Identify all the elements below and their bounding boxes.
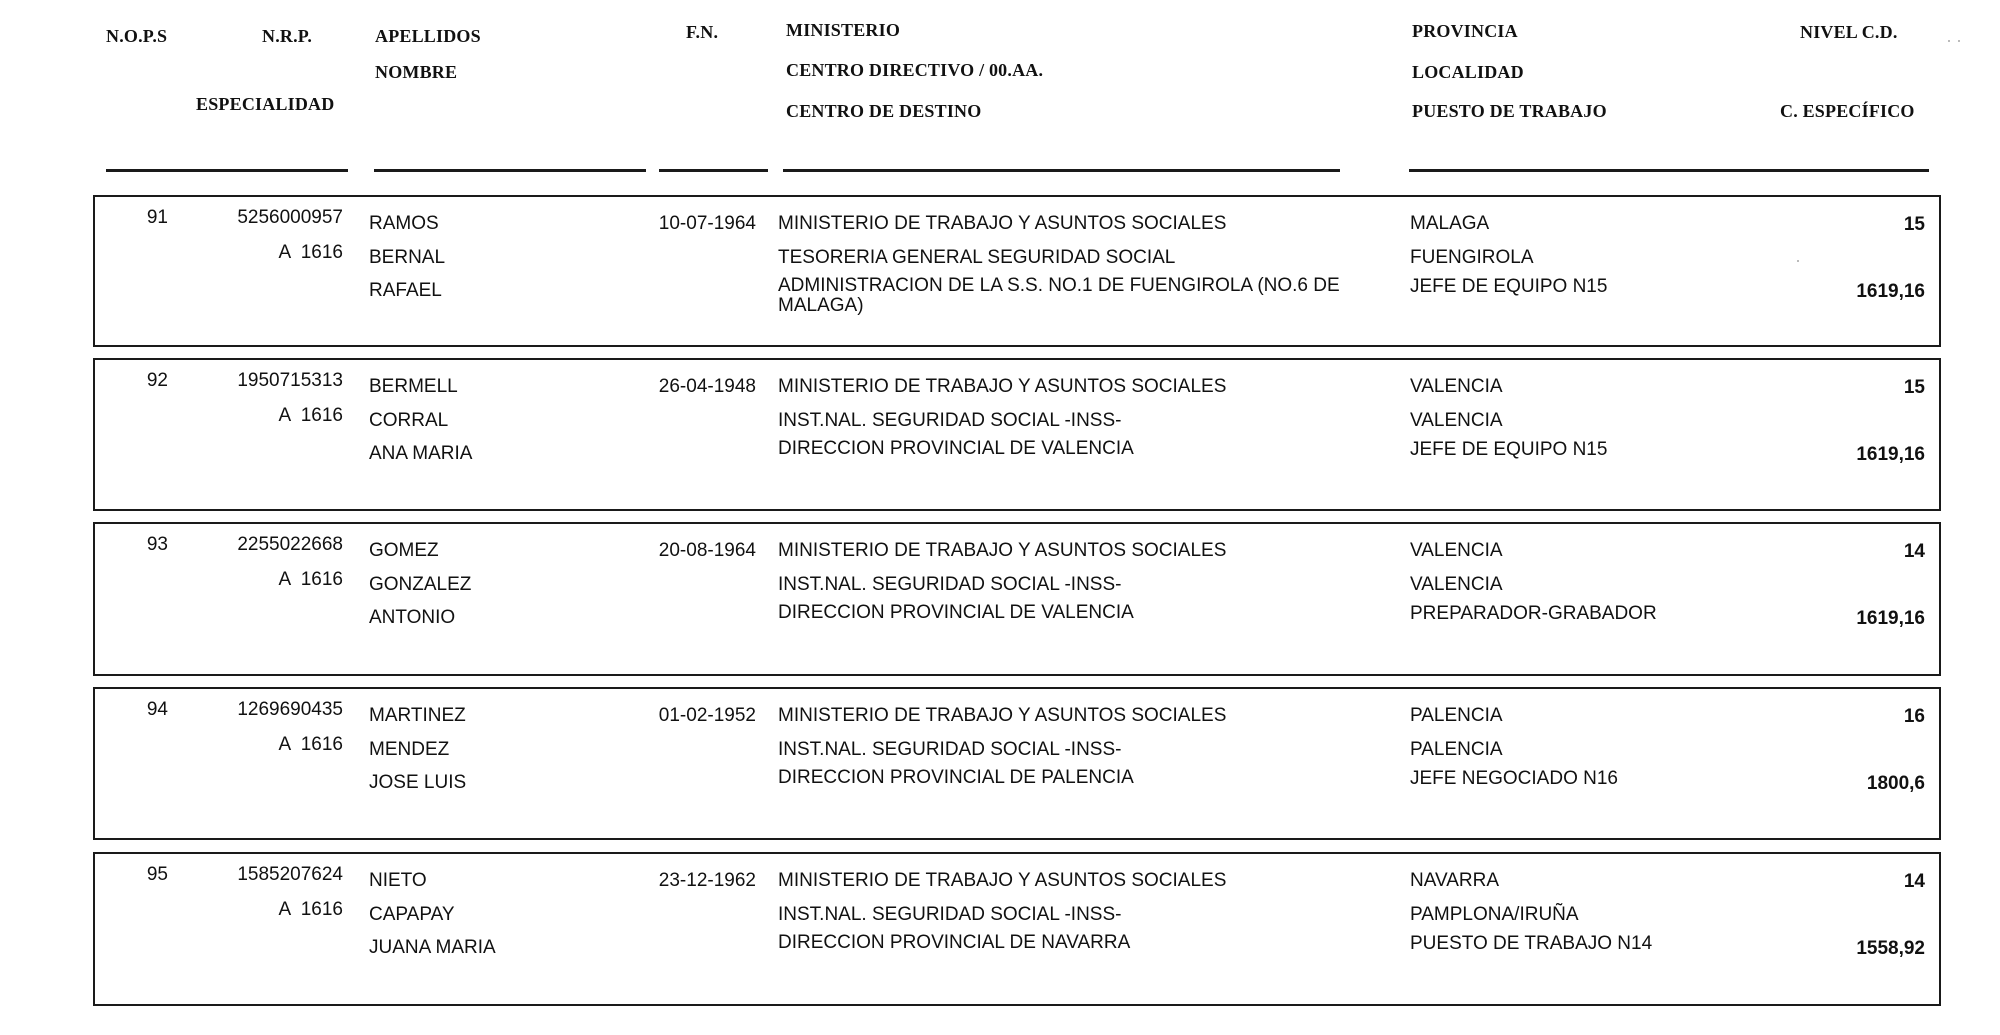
header-ministerio: MINISTERIO — [786, 20, 901, 40]
apellido2-value: BERNAL — [369, 247, 446, 268]
nrp-value: 1950715313 — [237, 370, 343, 391]
nops-value: 91 — [146, 207, 168, 228]
fn-value: 01-02-1952 — [658, 705, 756, 726]
fn-value: 26-04-1948 — [658, 376, 756, 397]
apellido1-value: RAMOS — [369, 213, 439, 234]
provincia-value: PALENCIA — [1410, 705, 1503, 726]
header-divider — [783, 169, 1340, 172]
header-divider — [659, 169, 768, 172]
centro-destino-value: ADMINISTRACION DE LA S.S. NO.1 DE FUENGIROLA (NO.6 DE MALAGA) — [778, 275, 1340, 316]
nombre-value: JOSE LUIS — [369, 772, 467, 793]
centro-destino-value: DIRECCION PROVINCIAL DE NAVARRA — [778, 932, 1131, 953]
header-c-especifico: C. ESPECÍFICO — [1780, 101, 1915, 121]
c-especifico-value: 1558,92 — [1856, 938, 1925, 959]
c-especifico-value: 1619,16 — [1856, 608, 1925, 629]
header-nivel: NIVEL C.D. — [1800, 22, 1898, 42]
nrp-value: 1585207624 — [237, 864, 343, 885]
nivel-value: 15 — [1903, 377, 1925, 398]
provincia-value: VALENCIA — [1410, 376, 1503, 397]
header-nrp: N.R.P. — [262, 26, 313, 46]
fn-value: 23-12-1962 — [658, 870, 756, 891]
nrp-value: 1269690435 — [237, 699, 343, 720]
nombre-value: ANA MARIA — [369, 443, 473, 464]
ministerio-value: MINISTERIO DE TRABAJO Y ASUNTOS SOCIALES — [778, 870, 1227, 891]
centro-directivo-value: TESORERIA GENERAL SEGURIDAD SOCIAL — [778, 247, 1176, 268]
localidad-value: FUENGIROLA — [1410, 247, 1534, 268]
header-puesto: PUESTO DE TRABAJO — [1412, 101, 1607, 121]
record-box — [93, 852, 1941, 1006]
puesto-value: JEFE NEGOCIADO N16 — [1410, 768, 1618, 789]
apellido1-value: MARTINEZ — [369, 705, 466, 726]
especialidad-value: A 1616 — [278, 242, 343, 263]
c-especifico-value: 1619,16 — [1856, 281, 1925, 302]
nombre-value: ANTONIO — [369, 607, 456, 628]
apellido1-value: GOMEZ — [369, 540, 439, 561]
centro-destino-value: DIRECCION PROVINCIAL DE PALENCIA — [778, 767, 1134, 788]
centro-directivo-value: INST.NAL. SEGURIDAD SOCIAL -INSS- — [778, 739, 1122, 760]
nops-value: 95 — [146, 864, 168, 885]
nops-value: 94 — [146, 699, 168, 720]
apellido2-value: CAPAPAY — [369, 904, 455, 925]
apellido2-value: GONZALEZ — [369, 574, 472, 595]
provincia-value: VALENCIA — [1410, 540, 1503, 561]
localidad-value: VALENCIA — [1410, 410, 1503, 431]
ministerio-value: MINISTERIO DE TRABAJO Y ASUNTOS SOCIALES — [778, 540, 1227, 561]
header-centro-directivo: CENTRO DIRECTIVO / 00.AA. — [786, 60, 1044, 80]
header-divider — [1409, 169, 1929, 172]
fn-value: 20-08-1964 — [658, 540, 756, 561]
c-especifico-value: 1619,16 — [1856, 444, 1925, 465]
header-divider — [374, 169, 646, 172]
header-nombre: NOMBRE — [375, 62, 458, 82]
centro-destino-value: DIRECCION PROVINCIAL DE VALENCIA — [778, 438, 1134, 459]
localidad-value: PAMPLONA/IRUÑA — [1410, 904, 1579, 925]
scan-artifact — [1948, 40, 1950, 42]
header-divider — [106, 169, 348, 172]
centro-destino-value: DIRECCION PROVINCIAL DE VALENCIA — [778, 602, 1134, 623]
nivel-value: 14 — [1903, 871, 1925, 892]
header-fn: F.N. — [686, 22, 719, 42]
record-box — [93, 522, 1941, 676]
header-localidad: LOCALIDAD — [1412, 62, 1524, 82]
scan-artifact — [1797, 260, 1799, 262]
especialidad-value: A 1616 — [278, 899, 343, 920]
apellido1-value: NIETO — [369, 870, 427, 891]
ministerio-value: MINISTERIO DE TRABAJO Y ASUNTOS SOCIALES — [778, 376, 1227, 397]
apellido1-value: BERMELL — [369, 376, 458, 397]
fn-value: 10-07-1964 — [658, 213, 756, 234]
provincia-value: NAVARRA — [1410, 870, 1500, 891]
nombre-value: JUANA MARIA — [369, 937, 496, 958]
centro-directivo-value: INST.NAL. SEGURIDAD SOCIAL -INSS- — [778, 410, 1122, 431]
especialidad-value: A 1616 — [278, 734, 343, 755]
ministerio-value: MINISTERIO DE TRABAJO Y ASUNTOS SOCIALES — [778, 705, 1227, 726]
record-box — [93, 358, 1941, 511]
nops-value: 93 — [146, 534, 168, 555]
puesto-value: PUESTO DE TRABAJO N14 — [1410, 933, 1653, 954]
localidad-value: PALENCIA — [1410, 739, 1503, 760]
nombre-value: RAFAEL — [369, 280, 442, 301]
header-provincia: PROVINCIA — [1412, 21, 1518, 41]
nops-value: 92 — [146, 370, 168, 391]
puesto-value: JEFE DE EQUIPO N15 — [1410, 276, 1608, 297]
nivel-value: 14 — [1903, 541, 1925, 562]
nrp-value: 2255022668 — [237, 534, 343, 555]
header-nops: N.O.P.S — [106, 26, 168, 46]
header-centro-destino: CENTRO DE DESTINO — [786, 101, 982, 121]
apellido2-value: MENDEZ — [369, 739, 450, 760]
nivel-value: 16 — [1903, 706, 1925, 727]
header-apellidos: APELLIDOS — [375, 26, 481, 46]
header-especialidad: ESPECIALIDAD — [196, 94, 335, 114]
apellido2-value: CORRAL — [369, 410, 449, 431]
centro-directivo-value: INST.NAL. SEGURIDAD SOCIAL -INSS- — [778, 904, 1122, 925]
record-box — [93, 687, 1941, 840]
nrp-value: 5256000957 — [237, 207, 343, 228]
c-especifico-value: 1800,6 — [1866, 773, 1925, 794]
centro-directivo-value: INST.NAL. SEGURIDAD SOCIAL -INSS- — [778, 574, 1122, 595]
nivel-value: 15 — [1903, 214, 1925, 235]
especialidad-value: A 1616 — [278, 569, 343, 590]
localidad-value: VALENCIA — [1410, 574, 1503, 595]
record-box — [93, 195, 1941, 347]
especialidad-value: A 1616 — [278, 405, 343, 426]
puesto-value: PREPARADOR-GRABADOR — [1410, 603, 1657, 624]
provincia-value: MALAGA — [1410, 213, 1490, 234]
puesto-value: JEFE DE EQUIPO N15 — [1410, 439, 1608, 460]
ministerio-value: MINISTERIO DE TRABAJO Y ASUNTOS SOCIALES — [778, 213, 1227, 234]
scan-artifact — [1958, 40, 1960, 42]
